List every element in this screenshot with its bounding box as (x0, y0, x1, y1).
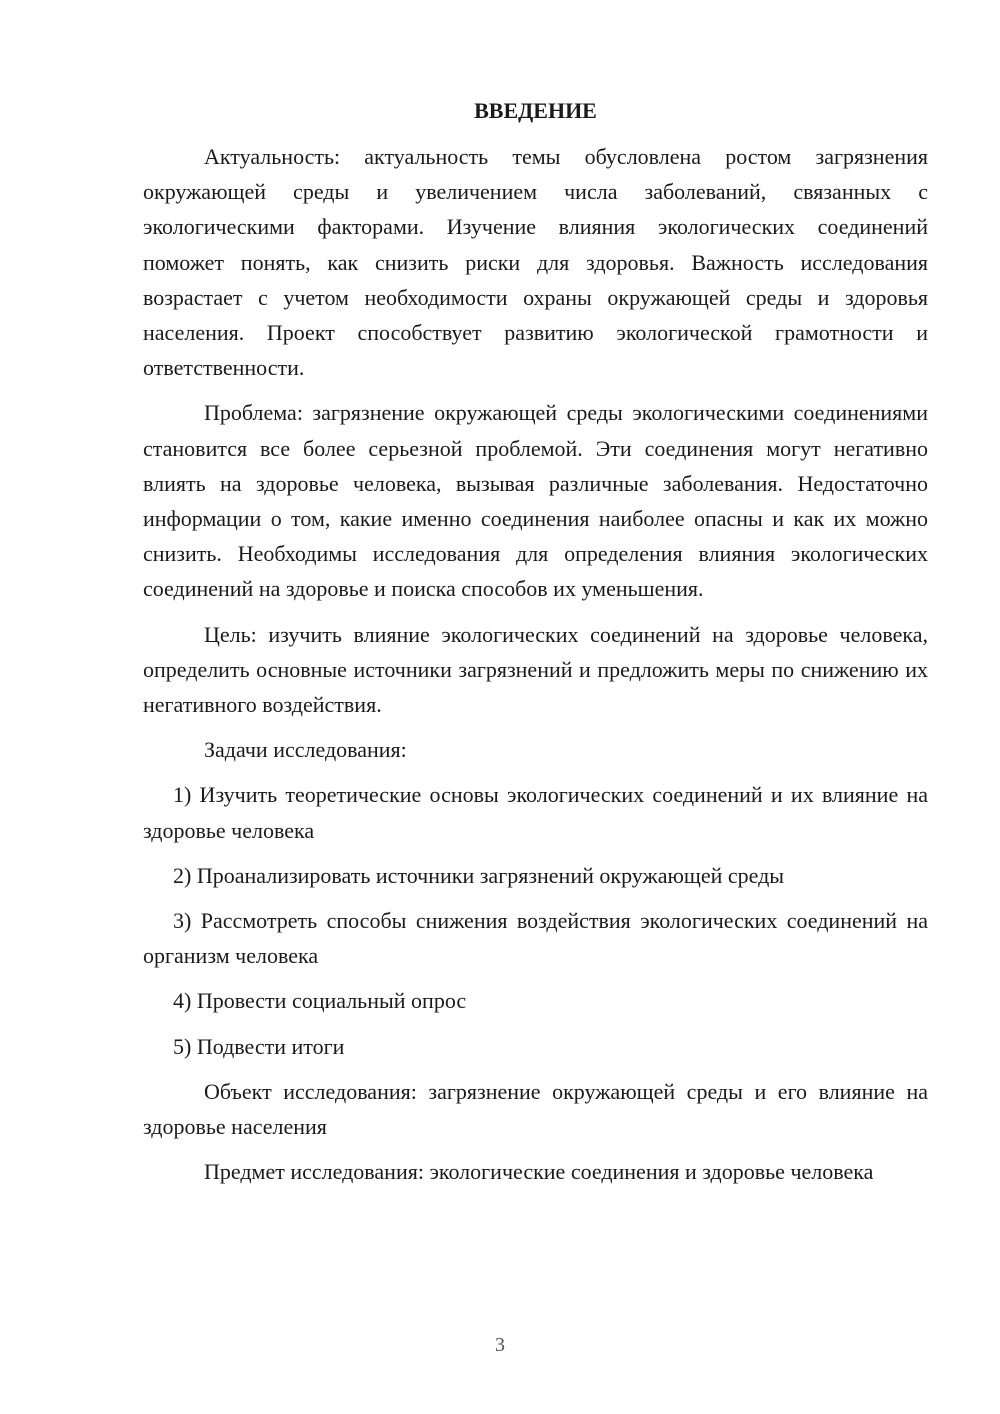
task-item-5: 5) Подвести итоги (173, 1033, 345, 1059)
document-body (143, 96, 928, 1199)
task-item-2: 2) Проанализировать источники загрязнений окружающей среды (173, 862, 785, 888)
object-paragraph: Объект исследования: загрязнение окружающей среды и его влияние на здоровье населения (143, 1078, 928, 1140)
section-title: ВВЕДЕНИЕ (474, 98, 597, 123)
task-item-4: 4) Провести социальный опрос (173, 988, 467, 1014)
goal-paragraph: Цель: изучить влияние экологических соединений на здоровье человека, определить основные источники загрязнений и предложить меры по снижению их негативного воздействия. (143, 621, 928, 718)
subject-paragraph: Предмет исследования: экологические соединения и здоровье человека (204, 1159, 874, 1185)
problem-paragraph: Проблема: загрязнение окружающей среды экологическими соединениями становится все более серьезной проблемой. Эти соединения могут негативно влиять на здоровье человека, вызывая различные заболевания. Недостаточно информации о том, какие именно соединения наиболее опасны и как их можно снизить. Необходимы исследования для определения влияния экологических соединений на здоровье и поиска способов их уменьшения. (143, 400, 928, 602)
relevance-paragraph: Актуальность: актуальность темы обусловлена ростом загрязнения окружающей среды и увеличением числа заболеваний, связанных с экологическими факторами. Изучение влияния экологических соединений поможет понять, как снизить риски для здоровья. Важность исследования возрастает с учетом необходимости охраны окружающей среды и здоровья населения. Проект способствует развитию экологической грамотности и ответственности. (143, 144, 928, 381)
tasks-heading: Задачи исследования: (204, 737, 407, 763)
task-item-1: 1) Изучить теоретические основы экологических соединений и их влияние на здоровье человека (143, 782, 928, 843)
page-number: 3 (495, 1334, 505, 1356)
task-item-3: 3) Рассмотреть способы снижения воздействия экологических соединений на организм человека (143, 908, 928, 969)
